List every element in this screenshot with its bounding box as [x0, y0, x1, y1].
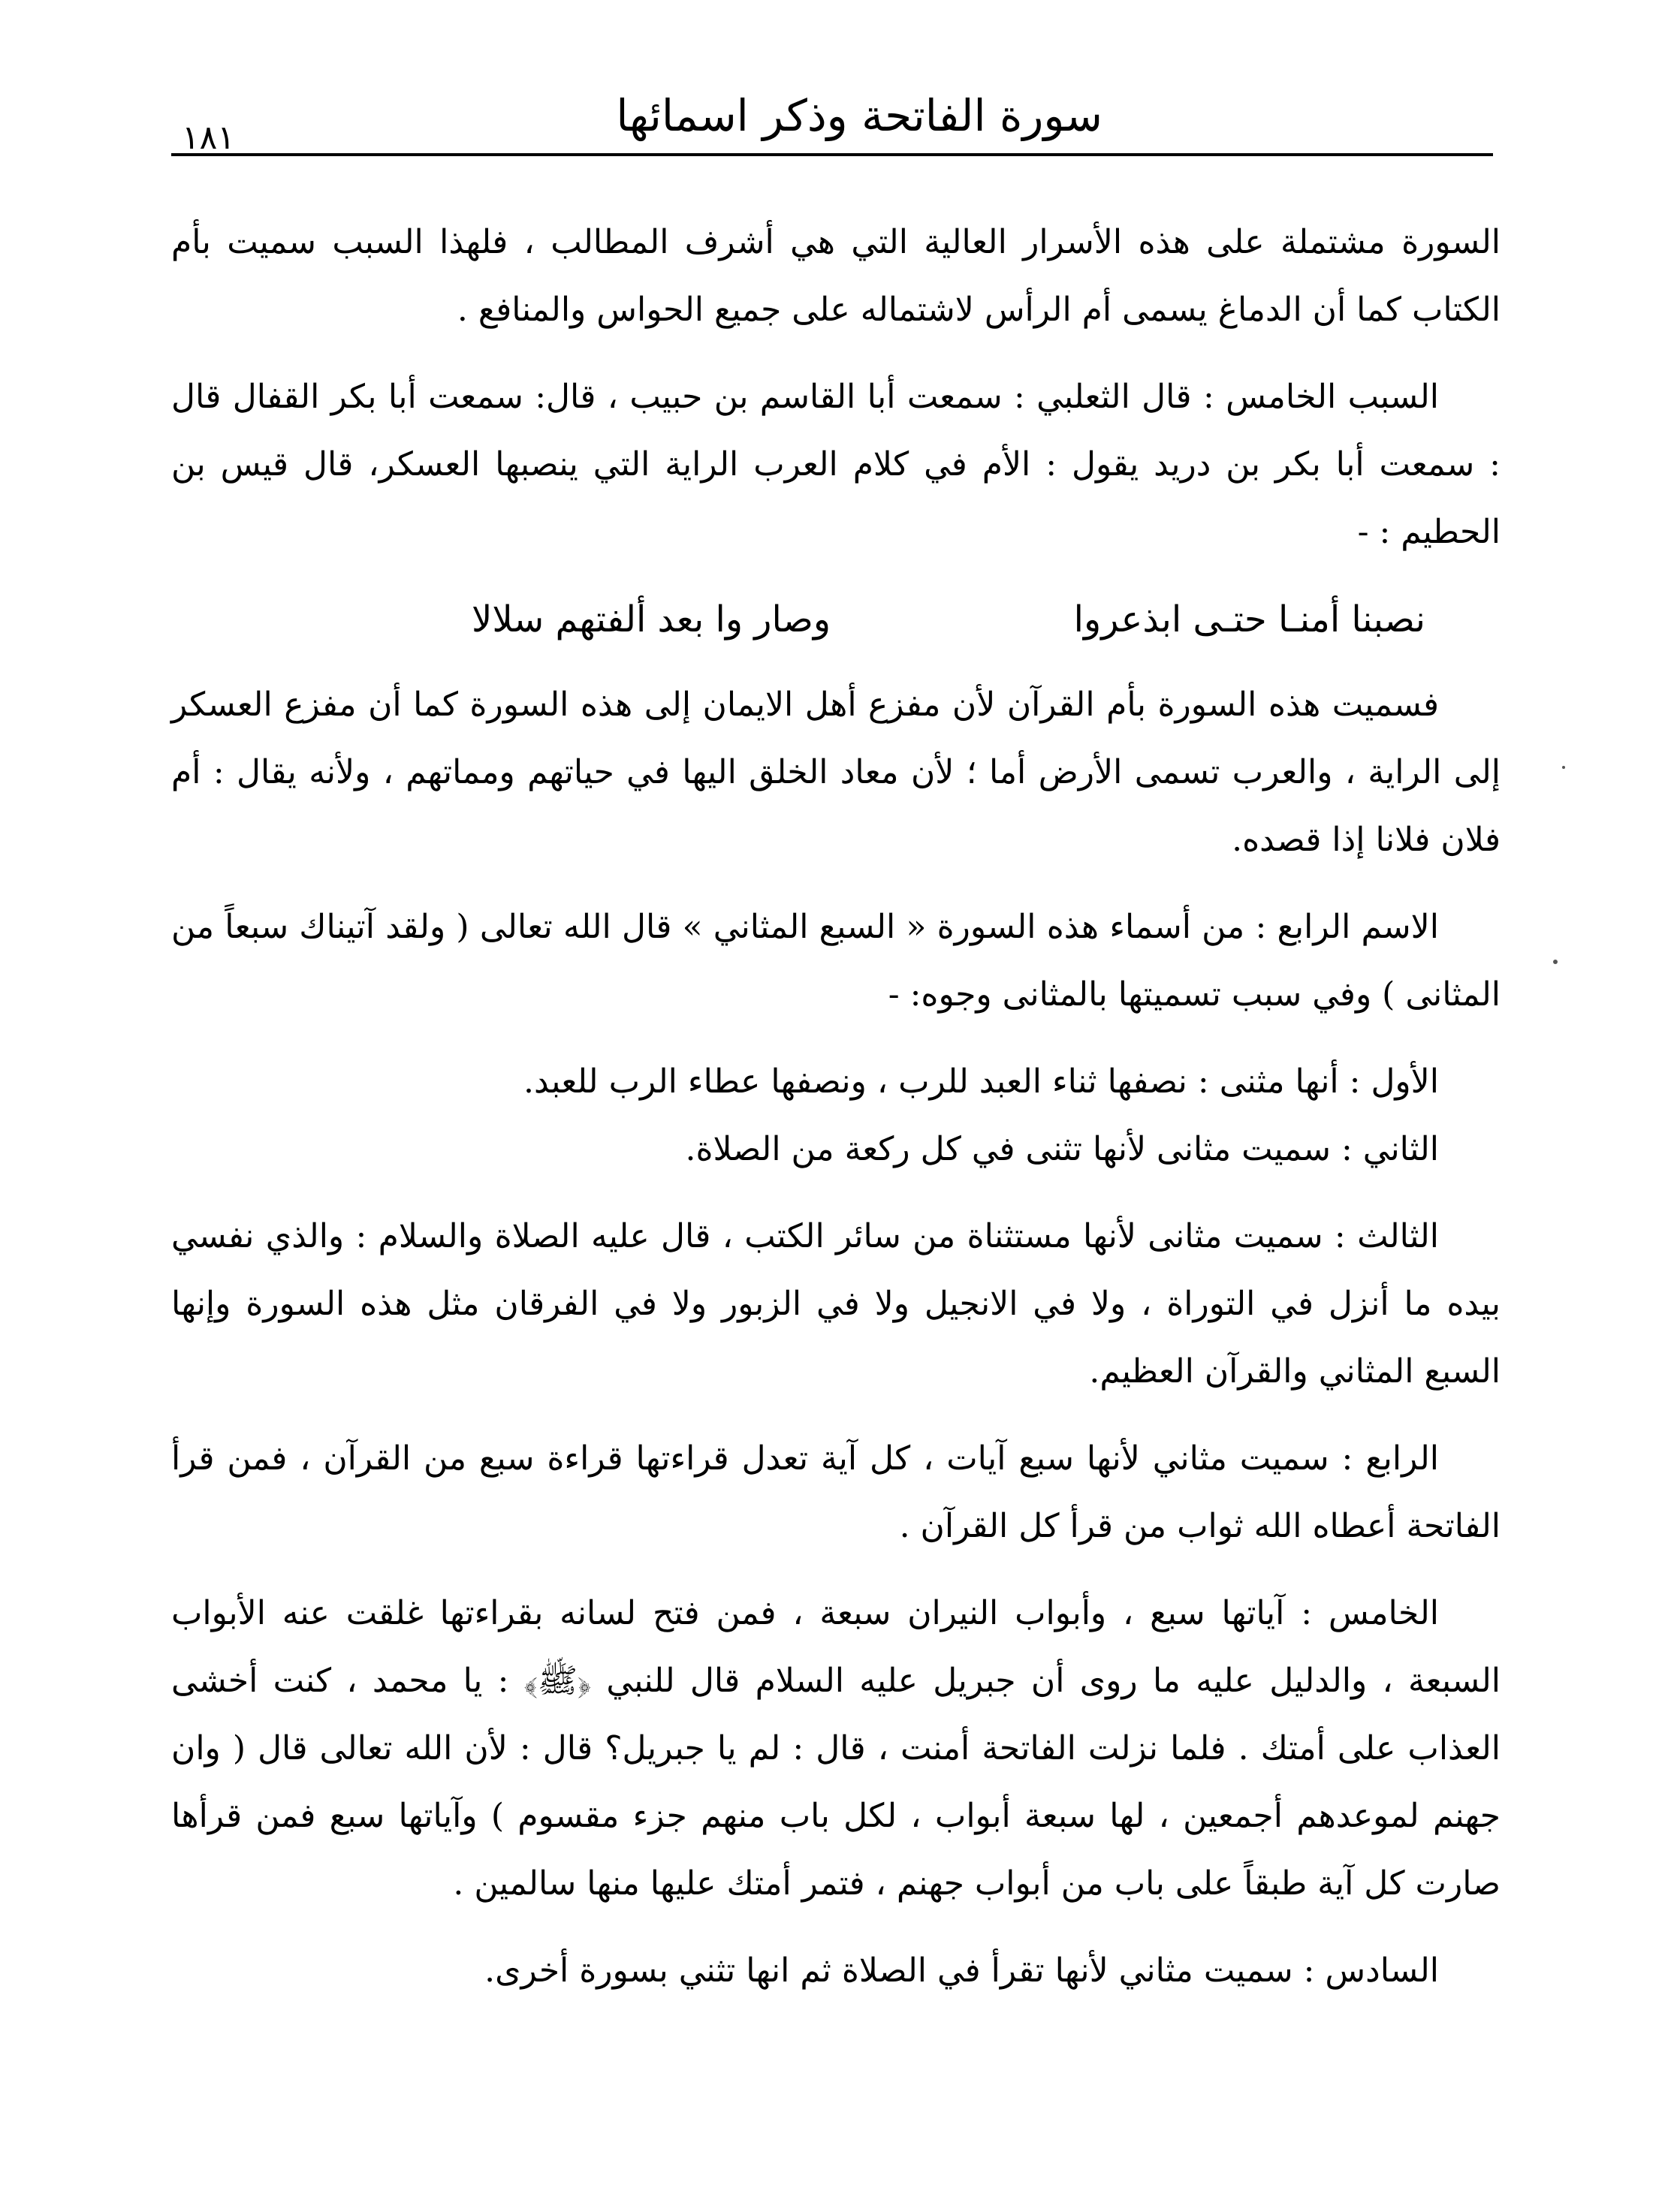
list-item-second: الثاني : سميت مثانى لأنها تثنى في كل ركعة من الصلاة.	[685, 1130, 1439, 1168]
list-item-first: الأول : أنها مثنى : نصفها ثناء العبد للرب ، ونصفها عطاء الرب للعبد.	[523, 1062, 1439, 1101]
paragraph-intro: السورة مشتملة على هذه الأسرار العالية التي هي أشرف المطالب ، فلهذا السبب سميت بأم الكتاب كما أن الدماغ يسمى أم الرأس لاشتماله على جميع الحواس والمنافع .	[171, 223, 1501, 329]
running-title: سورة الفاتحة وذكر اسمائها	[616, 90, 1102, 141]
paragraph-umm-al-quran: فسميت هذه السورة بأم القرآن لأن مفزع أهل الايمان إلى هذه السورة كما أن مفزع العسكر إلى الراية ، والعرب تسمى الأرض أما ؛ لأن معاد الخلق اليها في حياتهم ومماتهم ، ولأنه يقال : أم فلان فلانا إذا قصده.	[171, 686, 1501, 859]
paragraph-fifth-reason: السبب الخامس : قال الثعلبي : سمعت أبا القاسم بن حبيب ، قال: سمعت أبا بكر القفال قال : سمعت أبا بكر بن دريد يقول : الأم في كلام العرب الراية التي ينصبها العسكر، قال قيس بن الحطيم : -	[171, 378, 1501, 551]
header-rule	[171, 153, 1493, 156]
paragraph-fifth: الخامس : آياتها سبع ، وأبواب النيران سبعة ، فمن فتح لسانه بقراءتها غلقت عنه الأبواب السبعة ، والدليل عليه ما روى أن جبريل عليه السلام قال للنبي ﴿ﷺ﴾ : يا محمد ، كنت أخشى العذاب على أمتك . فلما نزلت الفاتحة أمنت ، قال : لم يا جبريل؟ قال : لأن الله تعالى قال ( وان جهنم لموعدهم أجمعين ، لها سبعة أبواب ، لكل باب منهم جزء مقسوم ) وآياتها سبع فمن قرأها صارت كل آية طبقاً على باب من أبواب جهنم ، فتمر أمتك عليها منها سالمين .	[171, 1594, 1501, 1903]
paragraph-fourth-name: الاسم الرابع : من أسماء هذه السورة « السبع المثاني » قال الله تعالى ( ولقد آتيناك سبعاً من المثانى ) وفي سبب تسميتها بالمثانى وجوه: -	[171, 908, 1501, 1014]
verse-first-hemistich: نصبنا أمنـا حتـى ابذعروا	[1073, 598, 1425, 640]
page-body	[171, 209, 1501, 2005]
verse-second-hemistich: وصار وا بعد ألفتهم سلالا	[472, 598, 831, 640]
page-header	[171, 75, 1493, 158]
scan-speck	[1553, 960, 1558, 964]
scan-speck	[1562, 766, 1565, 769]
page-number: ١٨١	[182, 119, 235, 157]
paragraph-fourth: الرابع : سميت مثاني لأنها سبع آيات ، كل آية تعدل قراءتها قراءة سبع من القرآن ، فمن قرأ الفاتحة أعطاه الله ثواب من قرأ كل القرآن .	[171, 1439, 1501, 1545]
paragraph-sixth: السادس : سميت مثاني لأنها تقرأ في الصلاة ثم انها تثني بسورة أخرى.	[484, 1951, 1439, 1990]
paragraph-third: الثالث : سميت مثانى لأنها مستثناة من سائر الكتب ، قال عليه الصلاة والسلام : والذي نفسي بيده ما أنزل في التوراة ، ولا في الانجيل ولا في الزبور ولا في الفرقان مثل هذه السورة وإنها السبع المثاني والقرآن العظيم.	[171, 1217, 1501, 1391]
poetry-verse	[171, 587, 1501, 652]
